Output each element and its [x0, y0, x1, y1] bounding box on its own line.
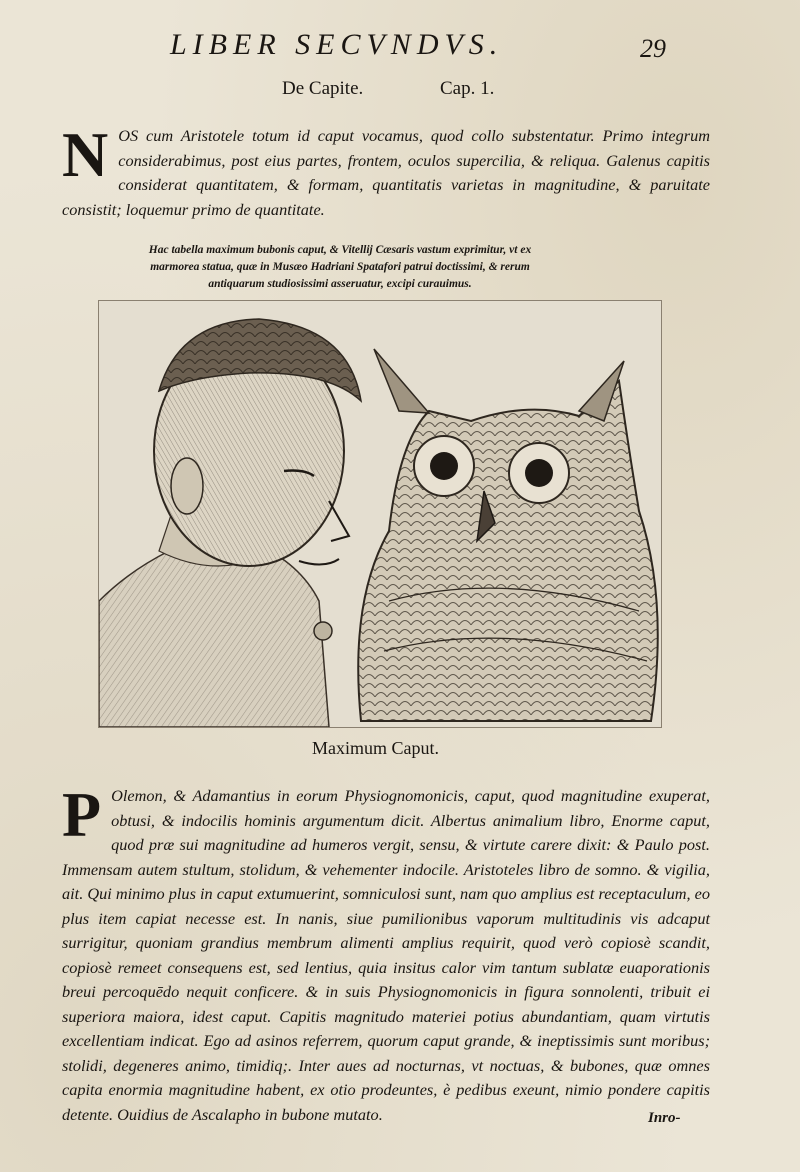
- body-paragraph: [62, 779, 710, 1127]
- section-title: De Capite.: [282, 78, 364, 99]
- drop-capital: P: [62, 779, 102, 850]
- chapter-number: Cap. 1.: [440, 78, 495, 99]
- body-text: Olemon, & Adamantius in eorum Physiognomonicis, caput, quod magnitudine exuperat, obtusi, & indocilis hominis argumentum dicit. Albertus animalium libro, Enorme caput, quod præ sui magnitudine ad humeros vergit, sensu, & virtute carere dixit: & Paulo post. Immensam autem stultum, stolidum, & vehementer indocile. Aristoteles libro de somno. & vigilia, ait. Qui minimo plus in caput extumuerint, somniculosi sunt, nam quo amplius est receptaculum, eo plus item capiat necesse est. In nanis, siue pumilionibus vaporum multitudinis vis adcaput surrigitur, quoniam grandius membrum alimenti amplius requirit, quod verò copiosè scandit, copiosè remeet consequens est, sed lentius, quia insitus calor vim tantum sublatæ euaporationis breui percoquēdo nequit conficere. & in suis Physiognomonicis in figura sonnolenti, tribuit ei superiora maiora, idest caput. Capitis magnitudo materiei potius abundantiam, quam virtutis excellentiam indicat. Ego ad asinos referrem, quorum caput grande, & ineptissimis sunt moribus; stolidi, degeneres animo, timidiq;. Inter aues ad nocturnas, vt noctuas, & bubones, quæ omnes capita enormia magnitudine habent, ex otio prodeuntes, è pedibus exeunt, nimio pondere capitis detente. Ouidius de Ascalapho in bubone mutato.: [62, 786, 710, 1124]
- emperor-bust-figure: [99, 319, 361, 727]
- catchword: Inro-: [648, 1110, 681, 1126]
- figure-caption-below: Maximum Caput.: [312, 738, 439, 758]
- running-title: LIBER SECVNDVS.: [170, 28, 504, 61]
- owl-figure: [358, 349, 658, 721]
- section-heading: [282, 78, 495, 100]
- page-number: 29: [640, 34, 666, 63]
- drop-capital: N: [62, 119, 109, 190]
- intro-paragraph: [62, 119, 710, 222]
- engraving-image: [99, 301, 661, 727]
- figure-caption-above: Hac tabella maximum bubonis caput, & Vitellij Cæsaris vastum exprimitur, vt ex marmorea statua, quæ in Musæo Hadriani Spatafori patrui doctissimi, & rerum antiquarum studiosissimi asseruatur, excipi curauimus.: [148, 244, 532, 290]
- intro-text: OS cum Aristotele totum id caput vocamus, quod collo substentatur. Primo integrum considerabimus, post eius partes, frontem, oculos supercilia, & reliqua. Galenus capitis considerat quantitatem, & formam, quantitatis varietas in magnitudine, & paruitate consistit; loquemur primo de quantitate.: [62, 126, 710, 219]
- engraving-plate: [98, 300, 662, 728]
